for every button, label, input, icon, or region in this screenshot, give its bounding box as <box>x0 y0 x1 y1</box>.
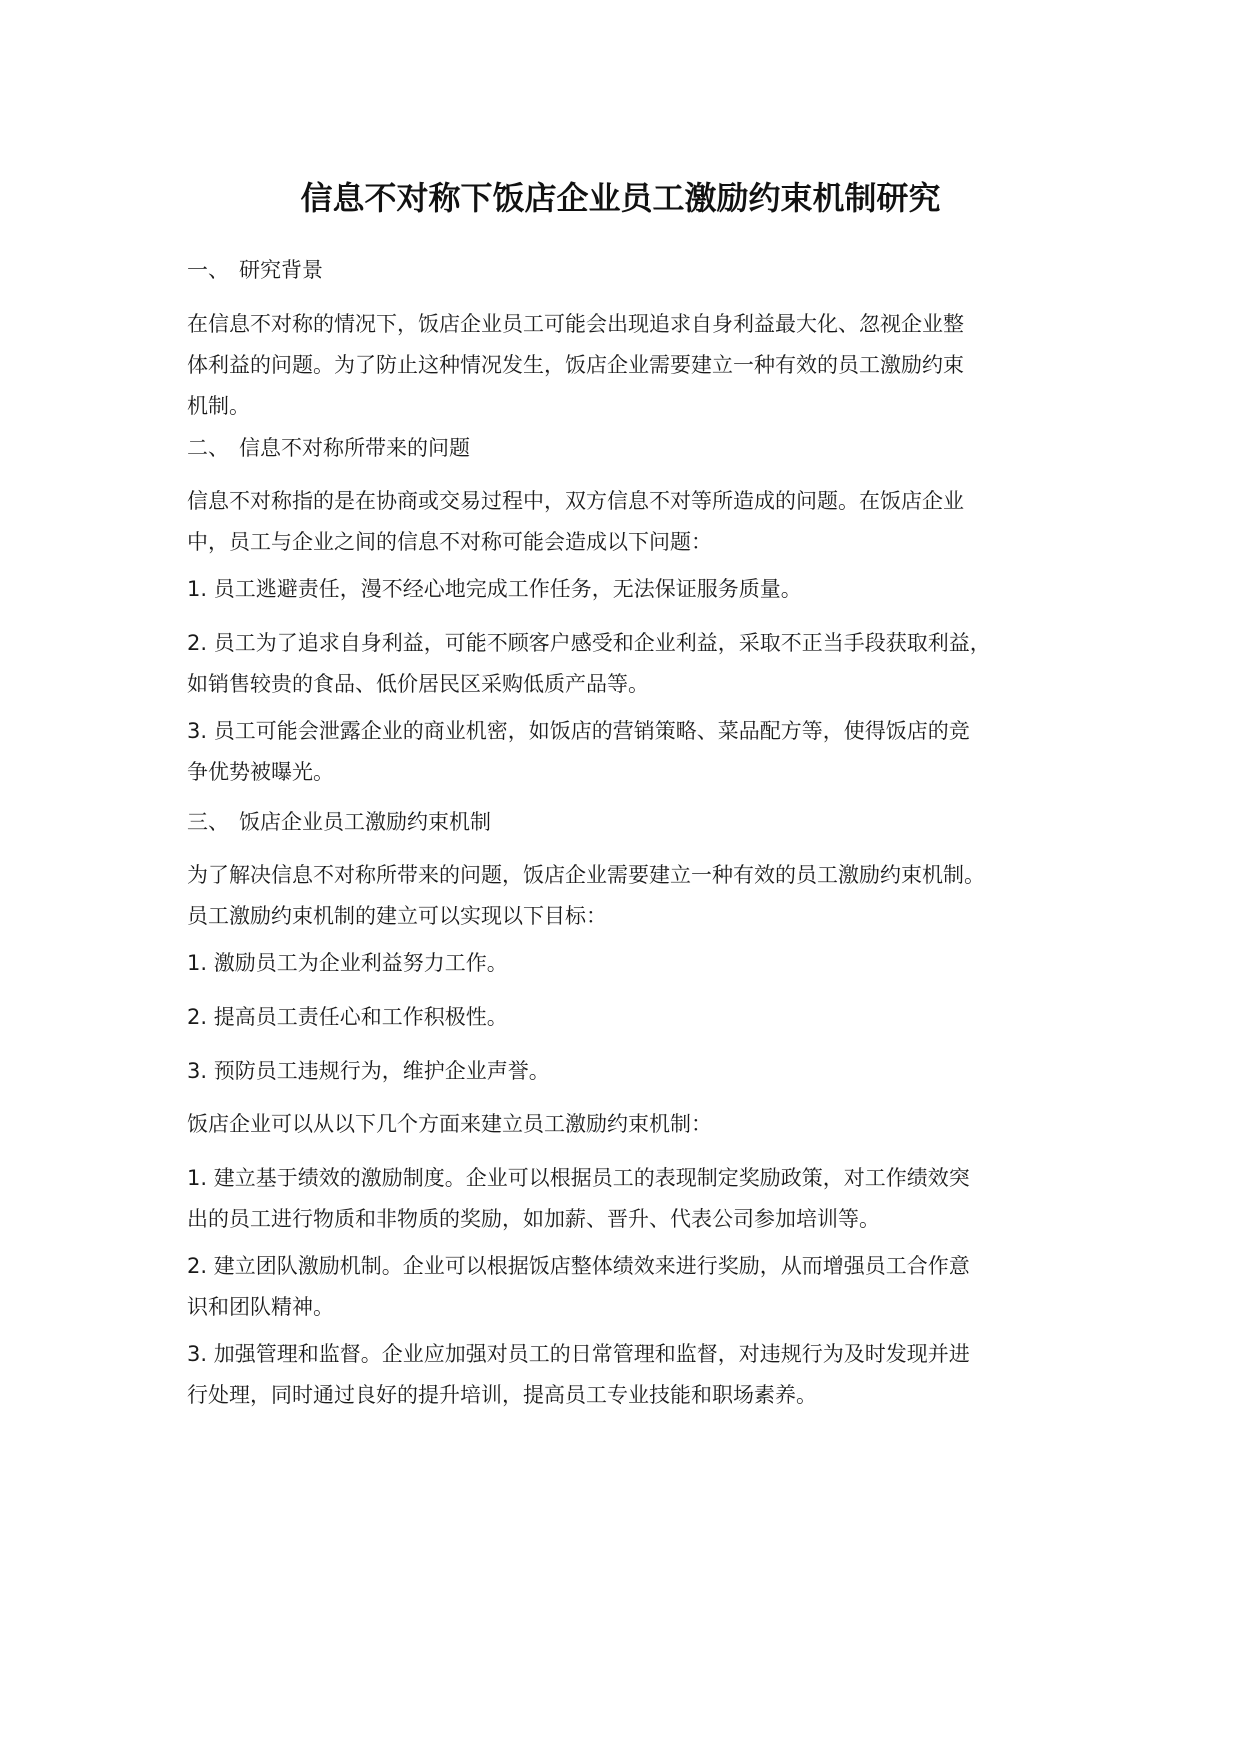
section-title: 饭店企业员工激励约束机制 <box>239 810 491 834</box>
text-line: 2. 建立团队激励机制。企业可以根据饭店整体绩效来进行奖励，从而增强员工合作意 <box>187 1254 970 1278</box>
section-title: 信息不对称所带来的问题 <box>239 436 470 460</box>
list-item-measure-2 <box>187 1246 1087 1328</box>
list-item-goal-2 <box>187 997 1087 1038</box>
text-line: 信息不对称指的是在协商或交易过程中，双方信息不对等所造成的问题。在饭店企业 <box>187 489 964 513</box>
text-line: 出的员工进行物质和非物质的奖励，如加薪、晋升、代表公司参加培训等。 <box>187 1207 880 1231</box>
list-item-problem-1 <box>187 569 1087 610</box>
text-line: 2. 提高员工责任心和工作积极性。 <box>187 1005 508 1029</box>
text-line: 1. 激励员工为企业利益努力工作。 <box>187 951 508 975</box>
list-item-goal-1 <box>187 943 1087 984</box>
text-line: 争优势被曝光。 <box>187 760 334 784</box>
text-line: 在信息不对称的情况下，饭店企业员工可能会出现追求自身利益最大化、忽视企业整 <box>187 312 964 336</box>
text-line: 3. 预防员工违规行为，维护企业声誉。 <box>187 1059 550 1083</box>
paragraph-aspects-intro <box>187 1104 1087 1145</box>
section-number: 三、 <box>187 810 229 834</box>
text-line: 饭店企业可以从以下几个方面来建立员工激励约束机制： <box>187 1112 712 1136</box>
list-item-goal-3 <box>187 1051 1087 1092</box>
list-item-problem-2 <box>187 623 1087 705</box>
list-item-problem-3 <box>187 711 1087 793</box>
text-line: 中，员工与企业之间的信息不对称可能会造成以下问题： <box>187 530 712 554</box>
document-title: 信息不对称下饭店企业员工激励约束机制研究 <box>300 179 941 217</box>
section-number: 二、 <box>187 436 229 460</box>
section-heading-3 <box>187 802 1087 843</box>
paragraph-background <box>187 304 1087 427</box>
text-line: 体利益的问题。为了防止这种情况发生，饭店企业需要建立一种有效的员工激励约束 <box>187 353 964 377</box>
text-line: 员工激励约束机制的建立可以实现以下目标： <box>187 904 607 928</box>
section-heading-2 <box>187 428 1087 469</box>
list-item-measure-3 <box>187 1334 1087 1416</box>
text-line: 行处理，同时通过良好的提升培训，提高员工专业技能和职场素养。 <box>187 1383 817 1407</box>
text-line: 识和团队精神。 <box>187 1295 334 1319</box>
section-title: 研究背景 <box>239 258 323 282</box>
text-line: 2. 员工为了追求自身利益，可能不顾客户感受和企业利益，采取不正当手段获取利益， <box>187 631 991 655</box>
text-line: 机制。 <box>187 394 250 418</box>
section-number: 一、 <box>187 258 229 282</box>
paragraph-mechanism-intro <box>187 855 1087 937</box>
section-heading-1 <box>187 250 1087 291</box>
text-line: 如销售较贵的食品、低价居民区采购低质产品等。 <box>187 672 649 696</box>
paragraph-problem-intro <box>187 481 1087 563</box>
text-line: 3. 加强管理和监督。企业应加强对员工的日常管理和监督，对违规行为及时发现并进 <box>187 1342 970 1366</box>
text-line: 1. 员工逃避责任，漫不经心地完成工作任务，无法保证服务质量。 <box>187 577 802 601</box>
list-item-measure-1 <box>187 1158 1087 1240</box>
text-line: 为了解决信息不对称所带来的问题，饭店企业需要建立一种有效的员工激励约束机制。 <box>187 863 985 887</box>
text-line: 3. 员工可能会泄露企业的商业机密，如饭店的营销策略、菜品配方等，使得饭店的竞 <box>187 719 970 743</box>
text-line: 1. 建立基于绩效的激励制度。企业可以根据员工的表现制定奖励政策，对工作绩效突 <box>187 1166 970 1190</box>
